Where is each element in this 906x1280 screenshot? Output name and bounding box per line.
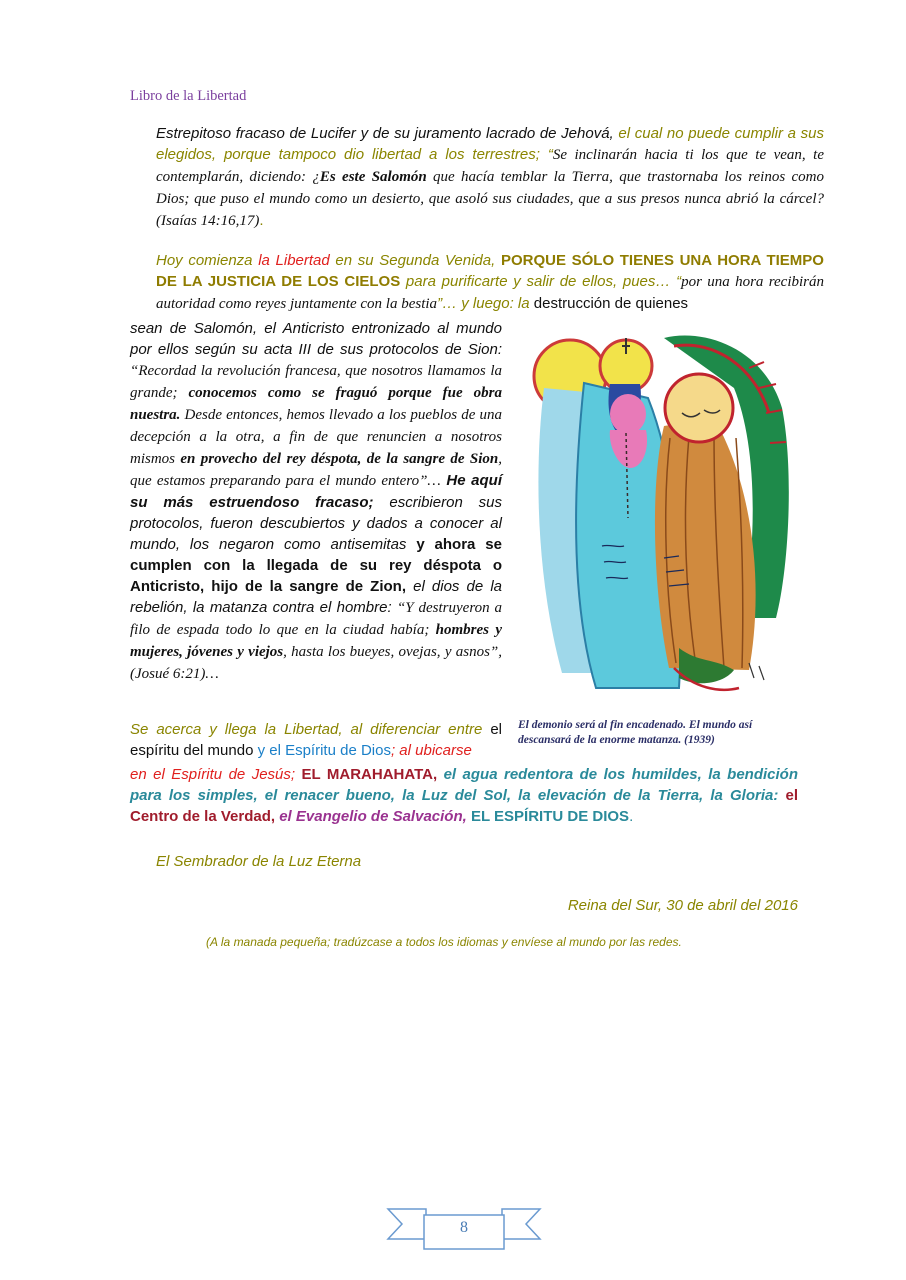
p3-s8: escribieron sus protocolos, fueron descubiertos y dados a conocer al mundo, los negaron como antisemitas xyxy=(130,494,503,553)
p2-s3: en su Segunda Venida, xyxy=(329,252,501,269)
page-number-ribbon xyxy=(386,1205,542,1253)
p4-marahahata: EL MARAHAHATA, xyxy=(301,766,438,783)
p3-josue-end: , hasta los bueyes, ovejas, y asnos”, (Josué 6:21)… xyxy=(130,644,502,682)
p1-end: . xyxy=(259,212,264,229)
p3-quote: “Recordad la revolución francesa, que nosotros llamamos la grande; xyxy=(130,363,502,401)
p4-end: . xyxy=(629,808,634,825)
p3-s10: el dios de la rebelión, la matanza contra el hombre: xyxy=(130,578,502,616)
paragraph-lucifer xyxy=(130,123,824,232)
running-header: Libro de la Libertad xyxy=(130,88,247,104)
p4-s3: espíritu del mundo xyxy=(130,742,254,759)
p1-quote-rest: que hacía temblar la Tierra, que trastornaba los reinos como Dios; que puso el mundo como un desierto, que asoló sus ciudades, que a sus presos nunca abrió la cárcel? (Isaías 14:16,17) xyxy=(156,169,824,229)
p2-s8: destrucción de quienes xyxy=(533,295,689,312)
page-number: 8 xyxy=(460,1219,468,1236)
p2-s7: ”… y luego: la xyxy=(437,295,534,312)
p2-la-libertad: la Libertad xyxy=(258,252,330,269)
p3-quote-bold: conocemos como se fraguó porque fue obra nuestra. xyxy=(130,385,502,423)
p3-josue-bold: hombres y mujeres, jóvenes y viejos xyxy=(130,622,502,660)
paragraph-protocolos xyxy=(130,318,502,685)
p4-s4: y el Espíritu de Dios xyxy=(253,742,391,759)
p4-espiritu-dios: EL ESPÍRITU DE DIOS xyxy=(466,808,630,825)
p1-quote-bold: Es este Salomón xyxy=(319,169,427,185)
p2-s1: Hoy comienza xyxy=(156,252,259,269)
p3-quote-3: , que estamos preparando para el mundo entero”… xyxy=(130,451,502,489)
p3-quote-bold-2: en provecho del rey déspota, de la sangre de Sion xyxy=(180,451,499,467)
paragraph-acerca-a xyxy=(130,719,502,761)
p3-fracaso: He aquí su más estruendoso fracaso; xyxy=(130,472,502,511)
p1-s1: Estrepitoso fracaso de Lucifer y de su juramento lacrado de Jehová, xyxy=(156,125,614,142)
p4-evangelio: el Evangelio de Salvación, xyxy=(275,808,467,825)
date-line: Reina del Sur, 30 de abril del 2016 xyxy=(567,897,798,914)
p3-anticristo: y ahora se cumplen con la llegada de su rey déspota o Anticristo, hijo de la sangre de Zion, xyxy=(130,536,502,595)
translation-note: (A la manada pequeña; tradúzcase a todos los idiomas y envíese al mundo por las redes. xyxy=(206,935,682,949)
p4-s1: Se acerca y llega la Libertad, al diferenciar entre xyxy=(130,721,491,738)
signature: El Sembrador de la Luz Eterna xyxy=(156,853,362,870)
p4-s5: ; al ubicarse xyxy=(390,742,472,759)
p4-s6: en el Espíritu de Jesús; xyxy=(130,766,302,783)
paragraph-libertad xyxy=(130,250,824,315)
figure-caption: El demonio será al fin encadenado. El mundo así descansará de la enorme matanza. (1939) xyxy=(518,719,753,746)
p2-hora-justicia: PORQUE SÓLO TIENES UNA HORA TIEMPO DE LA JUSTICIA DE LOS CIELOS xyxy=(156,252,824,290)
p3-s1: sean de Salomón, el Anticristo entronizado al mundo por ellos según su acta III de sus protocolos de Sion: xyxy=(130,320,502,358)
p4-s2: el xyxy=(490,721,502,738)
p3-josue-quote: “Y destruyeron a filo de espada todo lo que en la ciudad había; xyxy=(130,600,502,638)
illustration xyxy=(514,318,798,718)
p4-s8: el agua redentora de los humildes, la bendición para los simples, el renacer bueno, la Luz del Sol, la elevación de la Tierra, la Gloria: xyxy=(130,766,798,804)
p1-s2: el cual no puede cumplir a sus elegidos, porque tampoco dio libertad a los terrestres; “ xyxy=(156,125,824,163)
p4-centro-verdad: el Centro de la Verdad, xyxy=(130,787,798,825)
illustration-drawing xyxy=(514,318,798,718)
p2-s5: para purificarte y salir de ellos, pues… “ xyxy=(400,273,682,290)
p3-quote-2: Desde entonces, hemos llevado a los pueblos de una decepción a la otra, a fin de que renuncien a nosotros mismos xyxy=(130,407,502,467)
paragraph-acerca-b xyxy=(130,764,798,827)
p2-quote: por una hora recibirán autoridad como reyes juntamente con la bestia xyxy=(156,274,824,312)
p1-quote: Se inclinarán hacia ti los que te vean, te contemplarán, diciendo: ¿ xyxy=(156,147,824,185)
